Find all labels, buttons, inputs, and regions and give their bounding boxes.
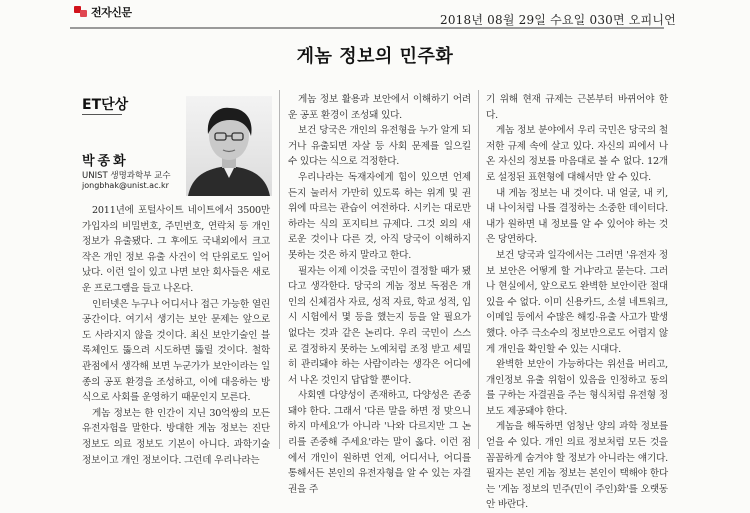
paragraph: 2011년에 포털사이트 네이트에서 3500만 가입자의 비밀번호, 주민번호, 연락처 등 개인정보가 유출됐다. 그 후에도 국내외에서 크고 작은 개인 정보 유출 사건이 억 단위로도 일어났다. 이런 일이 있고 나면 보안 회사들은 새로운 프로그램을 들고 나온다. xyxy=(82,205,270,294)
article-column-2 xyxy=(288,92,471,495)
author-photo xyxy=(186,96,272,196)
paragraph: 게놈 정보 활용과 보안에서 이해하기 어려운 공포 환경이 조성돼 있다. xyxy=(288,94,471,121)
author-name: 박종화 xyxy=(82,154,129,169)
paragraph: 인터넷은 누구나 어디서나 접근 가능한 열린 공간이다. 여기서 생기는 보안 문제는 앞으로도 사라지지 않을 것이다. 최신 보안기술인 블록체인도 뚫으려 시도하면 뚫릴 것이다. 철학 관점에서 생각해 보면 누군가가 보안이라는 일종의 공포 환경을 조성하고, 이에 대응하는 방식으로 사회를 운영하기 때문인지 모른다. xyxy=(82,298,270,404)
logo-text: 전자신문 xyxy=(91,6,132,19)
paragraph: 필자는 이제 이것을 국민이 결정할 때가 됐다고 생각한다. 당국의 게놈 정보 독점은 개인의 신체검사 자료, 성적 자료, 학교 성적, 입시 시험에서 몇 등을 했는지 등을 알 필요가 없다는 것과 같은 논리다. 우리 국민이 스스로 결정하지 못하는 노예처럼 조정 받고 세밀히 관리돼야 하는 사람이라는 생각은 어디에서 나온 것인지 답답할 뿐이다. xyxy=(288,265,471,386)
article-column-1 xyxy=(82,203,270,466)
author-title: UNIST 생명과학부 교수 xyxy=(82,171,171,181)
author-email: jongbhak@unist.ac.kr xyxy=(82,181,169,190)
section-label: ET단상 xyxy=(82,97,129,113)
header-divider xyxy=(70,27,664,29)
article-headline: 게놈 정보의 민주화 xyxy=(296,46,454,67)
paragraph: 내 게놈 정보는 내 것이다. 내 얼굴, 내 키, 내 나이처럼 나를 결정하는 소중한 데이터다. 내가 원하면 내 정보를 알 수 있어야 하는 것은 당연하다. xyxy=(486,187,668,246)
newspaper-logo xyxy=(74,4,132,20)
paragraph: 우리나라는 독재자에게 힘이 있으면 언제든지 눌러서 가만히 있도록 하는 위계 및 권위에 따르는 관습이 여전하다. 시키는 대로만 하라는 식의 포지티브 규제다. 그것 외의 새로운 것이나 다른 것, 아직 당국이 이해하지 못하는 것은 하지 말라고 한다. xyxy=(288,171,471,261)
section-underline xyxy=(82,114,122,115)
paragraph: 기 위해 현재 규제는 근본부터 바뀌어야 한다. xyxy=(486,94,668,121)
paragraph: 게놈 정보는 한 인간이 지닌 30억쌍의 모든 유전자험을 말한다. 방대한 게놈 정보는 진단 정보도 의료 정보도 기본이 아니다. 과학기술 정보이고 개인 정보이다. 그런데 우리나라는 xyxy=(82,407,270,466)
column-divider xyxy=(279,90,280,449)
paragraph: 보건 당국은 개인의 유전형을 누가 알게 되거나 유출되면 자살 등 사회 문제를 일으킬 수 있다는 식으로 걱정한다. xyxy=(288,125,471,168)
author-portrait-icon xyxy=(186,96,272,196)
paragraph: 보건 당국과 일각에서는 그러면 '유전자 정보 보안은 어떻게 할 거냐'라고 묻는다. 그러나 현실에서, 앞으로도 완벽한 보안이란 절대 있을 수 없다. 이미 신용카드, 소셜 네트워크, 이메일 등에서 수많은 해킹·유출 사고가 발생했다. 아주 극소수의 정보만으로도 어렵지 않게 개인을 확인할 수 있는 시대다. xyxy=(486,249,668,355)
paragraph: 사회엔 다양성이 존재하고, 다양성은 존중돼야 한다. 그래서 '다른 말을 하면 정 맞으니 하지 마세요'가 아니라 '나와 다르지만 그 논리를 존중해 주세요'라는 말이 옳다. 이런 점에서 개인이 원하면 언제, 어디서나, 어디를 통해서든 본인의 유전자형을 알 수 있는 자결권을 주 xyxy=(288,390,471,495)
column-divider xyxy=(478,90,479,449)
paragraph: 완벽한 보안이 가능하다는 위선을 버리고, 개인정보 유출 위험이 있음을 인정하고 동의를 구하는 자결권을 주는 형식처럼 유전형 정보도 제공돼야 한다. xyxy=(486,359,668,417)
article-column-3 xyxy=(486,92,668,511)
logo-mark-icon xyxy=(74,6,88,18)
paragraph: 게놈을 해독하면 엄청난 양의 과학 정보를 얻을 수 있다. 개인 의료 정보처럼 모든 것을 꼼꼼하게 숨겨야 할 정보가 아니라는 얘기다. 필자는 본인 게놈 정보는 본인이 택해야 한다는 '게놈 정보의 민주(민이 주인)화'를 오랫동안 바란다. xyxy=(486,421,668,511)
dateline: 2018년 08월 29일 수요일 030면 오피니언 xyxy=(440,13,676,27)
paragraph: 게놈 정보 분야에서 우리 국민은 당국의 철저한 규제 속에 살고 있다. 자신의 피에서 나온 자신의 정보를 마음대로 볼 수 없다. 12개로 설정된 표현형에 대해서만 알 수 있다. xyxy=(486,125,668,183)
